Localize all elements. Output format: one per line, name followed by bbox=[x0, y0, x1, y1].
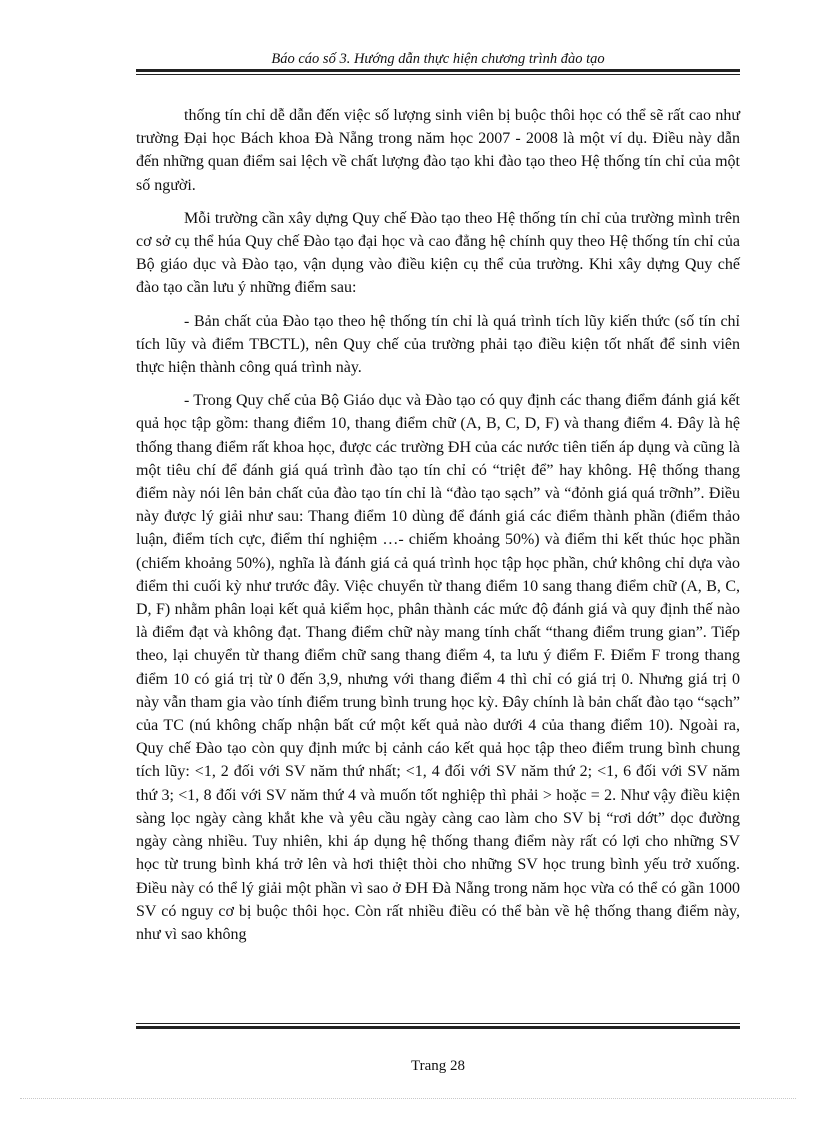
paragraph-continuation: thống tín chỉ dễ dẫn đến việc số lượng sinh viên bị buộc thôi học có thể sẽ rất cao như trường Đại học Bách khoa Đà Nẵng trong năm học 2007 - 2008 là một ví dụ. Điều này dẫn đến những quan điểm sai lệch về chất lượng đào tạo khi đào tạo theo Hệ thống tín chỉ của một số người. bbox=[136, 107, 740, 194]
running-header-title: Báo cáo số 3. Hướng dẫn thực hiện chương trình đào tạo bbox=[271, 51, 605, 67]
paragraph-grading-scales: - Trong Quy chế của Bộ Giáo dục và Đào tạo có quy định các thang điểm đánh giá kết quả học tập gồm: thang điểm 10, thang điểm chữ (A, B, C, D, F) và thang điểm 4. Đây là hệ thống thang điểm rất khoa học, được các trường ĐH của các nước tiên tiến áp dụng và cũng là một tiêu chí để đánh giá quá trình đào tạo tín chỉ có “triệt để” hay không. Hệ thống thang điểm này nói lên bản chất của đào tạo tín chỉ là “đào tạo sạch” và “đỏnh giá quá trỡnh”. Điều này được lý giải như sau: Thang điểm 10 dùng để đánh giá các điểm thành phần (điểm thảo luận, điểm tích cực, điểm thí nghiệm …- chiếm khoảng 50%) và điểm thi kết thúc học phần (chiếm khoảng 50%), nghĩa là đánh giá cả quá trình học tập học phần, chứ không chỉ dựa vào điểm thi cuối kỳ như trước đây. Việc chuyển từ thang điểm 10 sang thang điểm chữ (A, B, C, D, F) nhằm phân loại kết quả kiểm học, phân thành các mức độ đánh giá và quy định thế nào là điểm đạt và không đạt. Thang điểm chữ này mang tính chất “thang điểm trung gian”. Tiếp theo, lại chuyển từ thang điểm chữ sang thang điểm 4, ta lưu ý điểm F. Điểm F trong thang điểm 10 có giá trị từ 0 đến 3,9, nhưng với thang điểm 4 thì chỉ có giá trị 0. Nhưng giá trị 0 này vẫn tham gia vào tính điểm trung bình trung học kỳ. Đây chính là bản chất đào tạo “sạch” của TC (nú không chấp nhận bất cứ một kết quả nào dưới 4 của thang điểm 10). Ngoài ra, Quy chế Đào tạo còn quy định mức bị cảnh cáo kết quả học tập theo điểm trung bình chung tích lũy: <1, 2 đối với SV năm thứ nhất; <1, 4 đối với SV năm thứ 2; <1, 6 đối với SV năm thứ 3; <1, 8 đối với SV năm thứ 4 và muốn tốt nghiệp thì phải > hoặc = 2. Như vậy điều kiện sàng lọc ngày càng khắt khe và yêu cầu ngày càng cao làm cho SV bị “rơi dớt” dọc đường ngày càng nhiều. Tuy nhiên, khi áp dụng hệ thống thang điểm này rất có lợi cho những SV học từ trung bình khá trở lên và hơi thiệt thòi cho những SV học trung bình yếu trở xuống. Điều này có thể lý giải một phần vì sao ở ĐH Đà Nẵng trong năm học vừa có thể có gần 1000 SV có nguy cơ bị buộc thôi học. Còn rất nhiều điều có thể bàn về hệ thống thang điểm này, như vì sao không bbox=[136, 392, 740, 943]
footer-rule-thick bbox=[136, 1026, 740, 1029]
paragraph-credit-accumulation: - Bản chất của Đào tạo theo hệ thống tín chỉ là quá trình tích lũy kiến thức (số tín chỉ tích lũy và điểm TBCTL), nên Quy chế của trường phải tạo điều kiện tốt nhất để sinh viên thực hiện thành công quá trình này. bbox=[136, 312, 740, 377]
header-rule-thick bbox=[136, 69, 740, 72]
page-bottom-dotted-line bbox=[20, 1098, 796, 1099]
body-text bbox=[136, 104, 740, 956]
header-rule-thin bbox=[136, 74, 740, 75]
footer-rule-thin bbox=[136, 1023, 740, 1024]
page-number: Trang 28 bbox=[410, 1058, 466, 1074]
paragraph-regulation-intro: Mỗi trường cần xây dựng Quy chế Đào tạo theo Hệ thống tín chỉ của trường mình trên cơ sở cụ thể húa Quy chế Đào tạo đại học và cao đẳng hệ chính quy theo Hệ thống tín chỉ của Bộ giáo dục và Đào tạo, vận dụng vào điều kiện cụ thể của trường. Khi xây dựng Quy chế đào tạo cần lưu ý những điểm sau: bbox=[136, 209, 740, 297]
